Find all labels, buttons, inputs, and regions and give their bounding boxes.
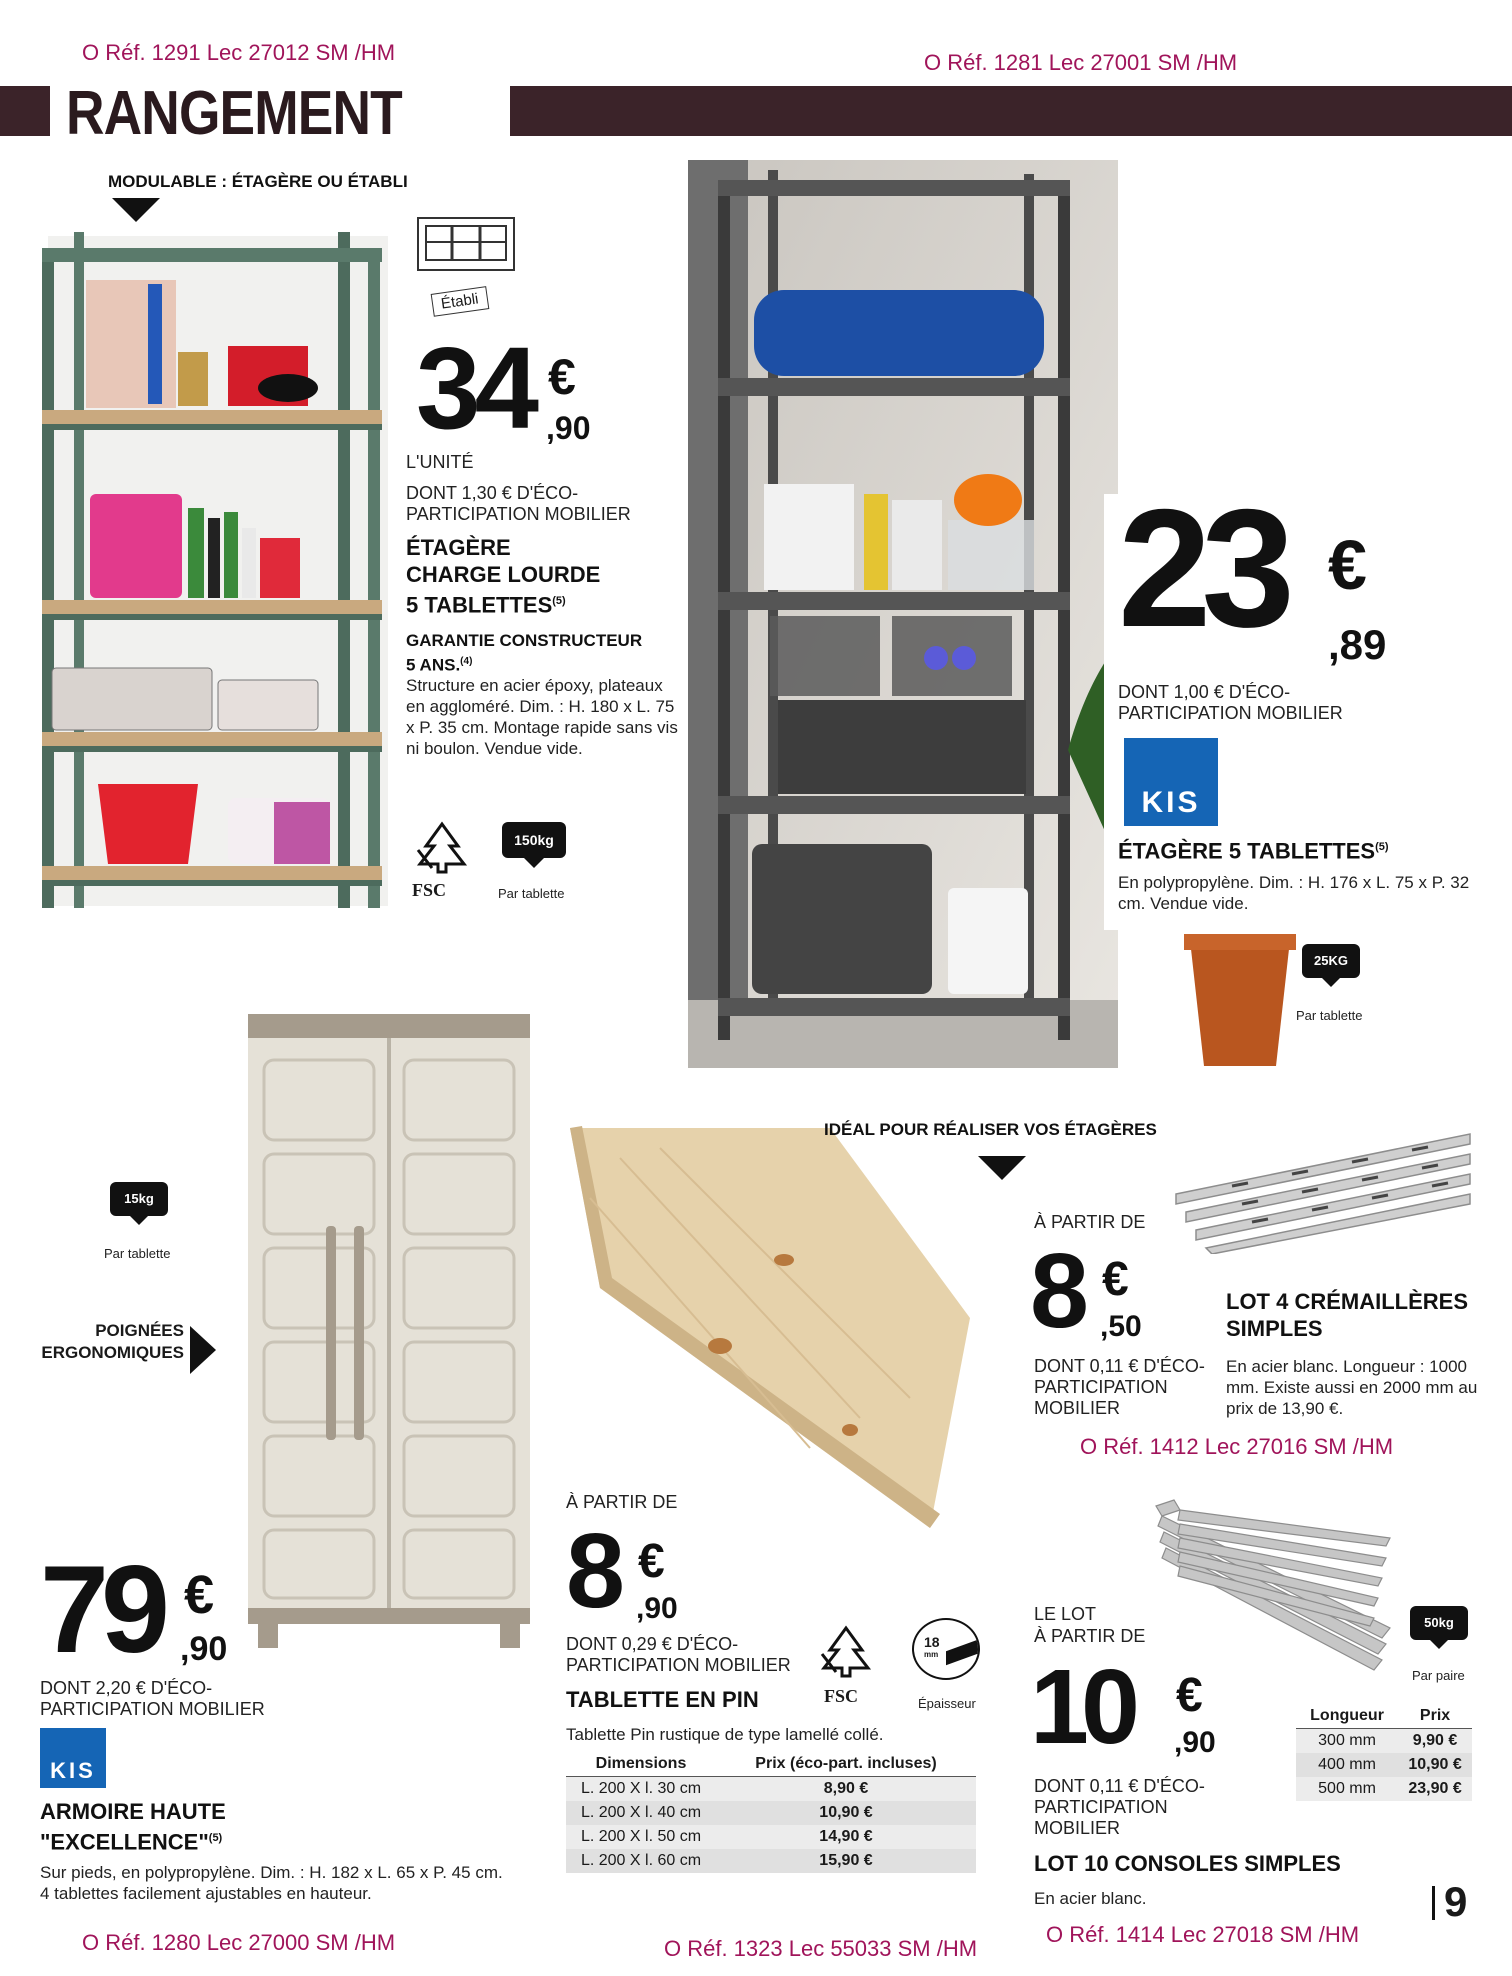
from-label: À PARTIR DE <box>1034 1626 1146 1646</box>
table-row <box>1296 1729 1472 1754</box>
table-header-row <box>566 1752 976 1777</box>
ref-cabinet: O Réf. 1280 Lec 27000 SM /HM <box>82 1930 396 1955</box>
table-cell: 10,90 € <box>819 1804 873 1821</box>
title-line: ÉTAGÈRE <box>406 535 511 560</box>
load-badge-arrow <box>1320 976 1342 987</box>
price-integer: 23 <box>1118 474 1285 662</box>
eco-participation: DONT 0,11 € D'ÉCO-PARTICIPATION MOBILIER <box>1034 1356 1205 1418</box>
price-currency: € <box>1328 526 1367 604</box>
price-integer: 8 <box>1030 1232 1083 1350</box>
price-currency: € <box>184 1565 215 1625</box>
load-badge: 150kg <box>502 822 566 858</box>
price-currency: € <box>1176 1669 1203 1722</box>
title-text: 5 TABLETTES <box>406 592 553 618</box>
price-currency: € <box>1102 1253 1129 1306</box>
price-integer: 79 <box>40 1541 162 1679</box>
table-cell: 300 mm <box>1318 1732 1376 1749</box>
title-line: LOT 4 CRÉMAILLÈRES <box>1226 1289 1469 1314</box>
banner-arrow-down <box>978 1156 1026 1180</box>
title-line: CHARGE LOURDE <box>406 562 601 587</box>
thickness-board <box>946 1637 980 1666</box>
footnote: (4) <box>460 656 473 667</box>
lot-label: LE LOT <box>1034 1604 1097 1624</box>
thickness-label: Épaisseur <box>918 1696 976 1711</box>
table-cell: L. 200 X l. 30 cm <box>580 1780 702 1797</box>
unit-label: L'UNITÉ <box>406 452 474 472</box>
load-badge-arrow <box>522 856 546 868</box>
footnote: (5) <box>208 1832 223 1844</box>
table-row <box>1296 1777 1472 1801</box>
table-header: Longueur <box>1310 1707 1384 1724</box>
workbench-icon <box>416 216 516 286</box>
from-label: À PARTIR DE <box>566 1492 678 1512</box>
ref-racks: O Réf. 1412 Lec 27016 SM /HM <box>1080 1434 1394 1459</box>
product-description: Structure en acier époxy, plateaux en aggloméré. Dim. : H. 180 x L. 75 x P. 35 cm. Montage rapide sans vis ni boulon. Vendue vide. <box>406 676 678 758</box>
guarantee-line <box>406 651 642 676</box>
footnote: (5) <box>552 595 566 607</box>
table-row <box>566 1825 976 1849</box>
fsc-tree-icon <box>412 820 472 876</box>
eco-participation: DONT 0,29 € D'ÉCO-PARTICIPATION MOBILIER <box>566 1634 791 1675</box>
cabinet-image <box>244 1010 534 1650</box>
plant-pot <box>1180 930 1300 1070</box>
table-cell: L. 200 X l. 60 cm <box>580 1852 702 1869</box>
load-badge: 50kg <box>1410 1606 1468 1640</box>
console-image <box>1150 1498 1400 1688</box>
table-header: Dimensions <box>595 1755 687 1772</box>
eco-participation: DONT 1,30 € D'ÉCO-PARTICIPATION MOBILIER <box>406 483 631 524</box>
thickness-value: 18 <box>924 1634 940 1650</box>
product-title <box>1118 834 1389 864</box>
title-text: "EXCELLENCE" <box>40 1829 209 1855</box>
page-title: RANGEMENT <box>66 79 402 148</box>
price-cents: ,90 <box>636 1592 678 1625</box>
product-title: TABLETTE EN PIN <box>566 1687 759 1712</box>
title-line <box>406 588 600 618</box>
kis-shelf-photo <box>688 160 1118 1068</box>
guarantee-text: 5 ANS. <box>406 655 461 675</box>
load-badge-arrow <box>1428 1638 1450 1649</box>
price-currency: € <box>548 349 576 405</box>
from-label: À PARTIR DE <box>1034 1212 1146 1232</box>
load-label: Par tablette <box>104 1246 171 1261</box>
load-label: Par tablette <box>1296 1008 1363 1023</box>
eco-participation: DONT 2,20 € D'ÉCO-PARTICIPATION MOBILIER <box>40 1678 265 1719</box>
table-cell: 500 mm <box>1318 1780 1376 1797</box>
fsc-label: FSC <box>824 1686 859 1706</box>
load-badge: 25KG <box>1302 944 1360 978</box>
feature-arrow <box>190 1326 216 1374</box>
table-cell: 9,90 € <box>1412 1732 1458 1749</box>
load-label: Par tablette <box>498 886 565 901</box>
eco-participation: DONT 0,11 € D'ÉCO-PARTICIPATION MOBILIER <box>1034 1776 1205 1838</box>
ref-top-left: O Réf. 1291 Lec 27012 SM /HM <box>82 40 396 65</box>
header-band-left <box>0 86 50 136</box>
page-number-divider <box>1432 1886 1435 1920</box>
feature-label: POIGNÉES ERGONOMIQUES <box>41 1321 184 1362</box>
banner-arrow-down <box>112 198 160 222</box>
eco-participation: DONT 1,00 € D'ÉCO-PARTICIPATION MOBILIER <box>1118 682 1343 723</box>
footnote: (5) <box>1375 841 1389 853</box>
table-cell: L. 200 X l. 50 cm <box>580 1828 702 1845</box>
kis-logo: KIS <box>1124 738 1218 826</box>
table-row <box>566 1777 976 1802</box>
product-description: En acier blanc. Longueur : 1000 mm. Existe aussi en 2000 mm au prix de 13,90 €. <box>1226 1357 1478 1418</box>
page-number: 9 <box>1444 1878 1468 1925</box>
thickness-icon <box>912 1618 980 1680</box>
load-badge: 15kg <box>110 1182 168 1216</box>
product-title <box>40 1798 226 1855</box>
product-description: Tablette Pin rustique de type lamellé collé. <box>566 1725 884 1744</box>
fsc-label: FSC <box>412 880 447 900</box>
table-cell: 14,90 € <box>819 1828 873 1845</box>
product-description: Sur pieds, en polypropylène. Dim. : H. 182 x L. 65 x P. 45 cm. 4 tablettes facilement ajustables en hauteur. <box>40 1863 503 1903</box>
product-description: En acier blanc. <box>1034 1889 1147 1908</box>
price-currency: € <box>638 1535 665 1588</box>
price-cents: ,89 <box>1328 621 1387 668</box>
table-cell: 15,90 € <box>819 1852 873 1869</box>
thickness-unit: mm <box>924 1650 939 1659</box>
pine-board-image <box>560 1118 980 1538</box>
header-band-right <box>510 86 1512 136</box>
table-header-row <box>1296 1704 1472 1729</box>
title-line: SIMPLES <box>1226 1316 1323 1341</box>
guarantee <box>406 630 642 676</box>
table-row <box>566 1849 976 1873</box>
load-label: Par paire <box>1412 1668 1465 1683</box>
ref-top-right: O Réf. 1281 Lec 27001 SM /HM <box>924 50 1238 75</box>
ref-consoles: O Réf. 1414 Lec 27018 SM /HM <box>1046 1922 1360 1947</box>
table-row <box>566 1801 976 1825</box>
price-integer: 34 <box>416 323 534 453</box>
product-title <box>1226 1288 1468 1342</box>
table-cell: 8,90 € <box>823 1780 869 1797</box>
price-integer: 8 <box>566 1512 619 1630</box>
title-line: ARMOIRE HAUTE <box>40 1799 226 1824</box>
pine-price-table <box>566 1752 976 1873</box>
workbench-label: Établi <box>431 286 489 317</box>
shelf-banner: IDÉAL POUR RÉALISER VOS ÉTAGÈRES <box>824 1120 1157 1139</box>
product-description: En polypropylène. Dim. : H. 176 x L. 75 x P. 32 cm. Vendue vide. <box>1118 873 1470 913</box>
modular-banner: MODULABLE : ÉTAGÈRE OU ÉTABLI <box>108 172 408 191</box>
rack-image <box>1172 1124 1474 1254</box>
price-cents: ,50 <box>1100 1310 1142 1343</box>
table-cell: 10,90 € <box>1408 1756 1462 1773</box>
price-cents: ,90 <box>180 1630 228 1668</box>
price-cents: ,90 <box>1174 1726 1216 1759</box>
heavy-shelf-image <box>38 228 398 912</box>
table-header: Prix <box>1419 1707 1451 1724</box>
table-header: Prix (éco-part. incluses) <box>755 1755 937 1772</box>
table-cell: L. 200 X l. 40 cm <box>580 1804 702 1821</box>
product-title <box>406 534 600 618</box>
title-line <box>40 1825 226 1855</box>
title-text: ÉTAGÈRE 5 TABLETTES <box>1118 838 1376 864</box>
guarantee-line: GARANTIE CONSTRUCTEUR <box>406 631 643 650</box>
fsc-tree-icon <box>816 1624 876 1680</box>
price-integer: 10 <box>1030 1648 1132 1766</box>
kis-logo: KIS <box>40 1728 106 1788</box>
price-cents: ,90 <box>546 410 591 446</box>
ref-pine: O Réf. 1323 Lec 55033 SM /HM <box>664 1936 978 1961</box>
table-row <box>1296 1753 1472 1777</box>
load-badge-arrow <box>128 1214 150 1225</box>
table-cell: 23,90 € <box>1408 1780 1462 1797</box>
console-price-table <box>1296 1704 1472 1801</box>
table-cell: 400 mm <box>1318 1756 1376 1773</box>
product-title: LOT 10 CONSOLES SIMPLES <box>1034 1851 1341 1876</box>
